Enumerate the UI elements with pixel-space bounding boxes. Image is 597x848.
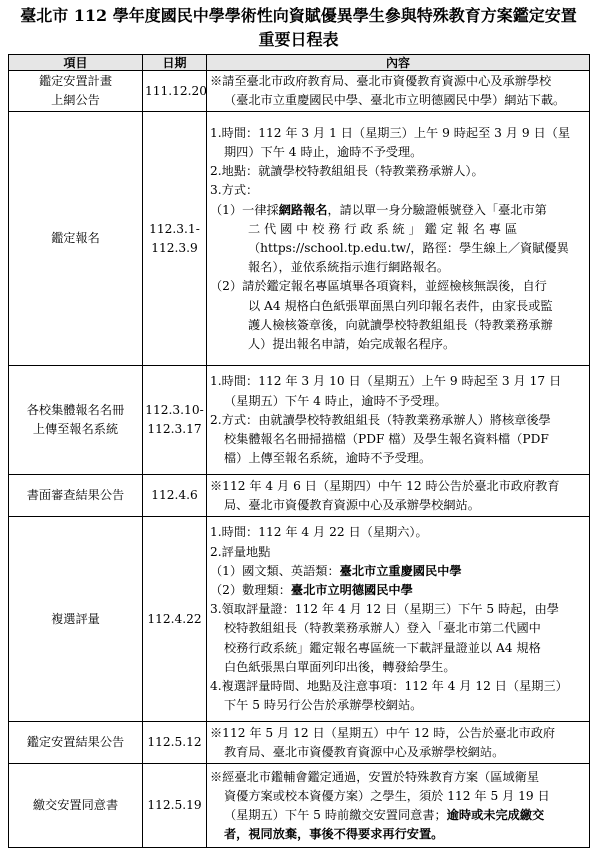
- title-line-2: 重要日程表: [258, 30, 339, 49]
- cell-content: [207, 517, 590, 722]
- cell-date: [143, 71, 207, 112]
- cell-item: [9, 366, 143, 475]
- item-text: 書面審查結果公告: [26, 488, 125, 503]
- content-line: 1.時間：112 年 4 月 22 日（星期六）。: [210, 525, 428, 540]
- content-line: 白色紙張黑白單面列印出後，轉發給學生。: [224, 659, 456, 674]
- cell-item: [9, 112, 143, 366]
- header-item: 項目: [9, 55, 143, 71]
- content-line: ※請至臺北市政府教育局、臺北市資優教育資源中心及承辦學校: [210, 74, 552, 88]
- item-text: 上傳至報名系統: [32, 422, 119, 437]
- date-text: 112.5.12: [147, 735, 202, 750]
- content-line: （1）一律採網路報名，請以單一身分驗證帳號登入「臺北市第: [210, 202, 547, 217]
- cell-content: [207, 722, 590, 764]
- cell-content: [207, 112, 590, 366]
- table-row: [9, 366, 590, 475]
- content-line: 下午 5 時另行公告於承辦學校網站。: [224, 698, 423, 713]
- content-line: ※經臺北市鑑輔會鑑定通過，安置於特殊教育方案（區域衛星: [210, 769, 540, 784]
- cell-content: [207, 71, 590, 112]
- content-line: ※112 年 5 月 12 日（星期五）中午 12 時，公告於臺北市政府: [210, 725, 556, 740]
- item-text: 上網公告: [51, 93, 100, 108]
- content-line: 教育局、臺北市資優教育資源中心及承辦學校網站。: [224, 744, 505, 759]
- date-text: 112.3.1-: [149, 221, 200, 236]
- content-line: 檔）上傳至報名系統，逾時不予受理。: [224, 451, 432, 466]
- date-text: 112.3.9: [151, 240, 198, 255]
- date-text: 112.4.6: [151, 488, 198, 503]
- schedule-table: [8, 54, 590, 848]
- table-body: [9, 71, 590, 848]
- cell-content: [207, 366, 590, 475]
- item-text: 鑑定安置結果公告: [26, 735, 125, 750]
- table-row: [9, 517, 590, 722]
- cell-item: [9, 722, 143, 764]
- content-line: ※112 年 4 月 6 日（星期四）中午 12 時公告於臺北市政府教育: [210, 478, 560, 493]
- content-line: 以 A4 規格白色紙張單面黑白列印報名表件，由家長或監: [248, 298, 553, 313]
- header-date: 日期: [143, 55, 207, 71]
- date-text: 112.5.19: [147, 798, 202, 813]
- date-text: 112.3.17: [147, 422, 202, 437]
- cell-item: [9, 71, 143, 112]
- content-line: 人）提出報名申請，始完成報名程序。: [248, 336, 456, 351]
- content-line: 2.方式：由就讀學校特教組組長（特教業務承辦人）將核章後學: [210, 412, 551, 427]
- content-line: （2）數理類：臺北市立明德國民中學: [210, 583, 413, 597]
- table-row: [9, 722, 590, 764]
- content-line: 2.地點：就讀學校特教組組長（特教業務承辦人）。: [210, 164, 484, 179]
- content-line: 校特教組組長（特教業務承辦人）登入「臺北市第二代國中: [224, 621, 541, 636]
- item-text: 繳交安置同意書: [32, 798, 119, 813]
- table-row: [9, 475, 590, 517]
- item-text: 鑑定報名: [51, 231, 100, 246]
- cell-item: [9, 475, 143, 517]
- content-line: 1.時間：112 年 3 月 10 日（星期五）上午 9 時起至 3 月 17 日: [210, 374, 562, 389]
- cell-date: [143, 366, 207, 475]
- table-row: [9, 764, 590, 848]
- content-line: 報名），並依系統指示進行網路報名。: [248, 260, 450, 275]
- cell-content: [207, 475, 590, 517]
- content-line: （1）國文類、英語類：臺北市立重慶國民中學: [210, 563, 462, 578]
- title-line-1: 臺北市 112 學年度國民中學學術性向資賦優異學生參與特殊教育方案鑑定安置: [20, 6, 577, 25]
- cell-content: [207, 764, 590, 848]
- content-line: （星期五）下午 5 時前繳交安置同意書；逾時或未完成繳交: [224, 807, 545, 822]
- content-line: 校務行政系統」鑑定報名專區統一下載評量證並以 A4 規格: [224, 640, 541, 655]
- content-line: 局、臺北市資優教育資源中心及承辦學校網站。: [224, 497, 480, 512]
- content-line: （臺北市立重慶國民中學、臺北市立明德國民中學）網站下載。: [224, 93, 566, 108]
- cell-date: [143, 764, 207, 848]
- date-text: 111.12.20: [145, 83, 208, 98]
- date-text: 112.4.22: [147, 611, 202, 626]
- header-content: 內容: [207, 55, 590, 71]
- content-line: 3.領取評量證：112 年 4 月 12 日（星期三）下午 5 時起，由學: [210, 602, 559, 617]
- content-line: 1.時間：112 年 3 月 1 日（星期三）上午 9 時起至 3 月 9 日（星: [210, 125, 571, 140]
- content-line: 資優方案或校本資優方案）之學生，須於 112 年 5 月 19 日: [224, 788, 550, 803]
- table-header-row: [9, 55, 590, 71]
- table-row: [9, 71, 590, 112]
- content-line: 校集體報名名冊掃描檔（PDF 檔）及學生報名資料檔（PDF: [224, 432, 549, 446]
- item-text: 複選評量: [51, 611, 100, 626]
- content-line: 4.複選評量時間、地點及注意事項：112 年 4 月 12 日（星期三）: [210, 679, 568, 694]
- document-title: [0, 4, 597, 52]
- table-row: [9, 112, 590, 366]
- content-line: 2.評量地點: [210, 544, 271, 559]
- cell-date: [143, 112, 207, 366]
- cell-item: [9, 764, 143, 848]
- content-line: （https://school.tp.edu.tw/，路徑：學生線上／資賦優異: [248, 240, 569, 255]
- content-line: 二 代 國 中 校 務 行 政 系 統 」 鑑 定 報 名 專 區: [248, 221, 518, 236]
- cell-date: [143, 517, 207, 722]
- content-line: 護人檢核簽章後，向就讀學校特教組組長（特教業務承辦: [248, 317, 553, 332]
- item-text: 各校集體報名名冊: [26, 403, 125, 418]
- content-line: 3.方式：: [210, 183, 259, 198]
- content-line: 者，視同放棄，事後不得要求再行安置。: [224, 827, 444, 842]
- cell-date: [143, 475, 207, 517]
- cell-item: [9, 517, 143, 722]
- item-text: 鑑定安置計畫: [38, 74, 113, 88]
- content-line: （2）請於鑑定報名專區填畢各項資料，並經檢核無誤後，自行: [210, 279, 547, 294]
- cell-date: [143, 722, 207, 764]
- content-line: 期四）下午 4 時止，逾時不予受理。: [224, 144, 423, 159]
- content-line: （星期五）下午 4 時止，逾時不予受理。: [224, 393, 447, 408]
- date-text: 112.3.10-: [145, 403, 204, 418]
